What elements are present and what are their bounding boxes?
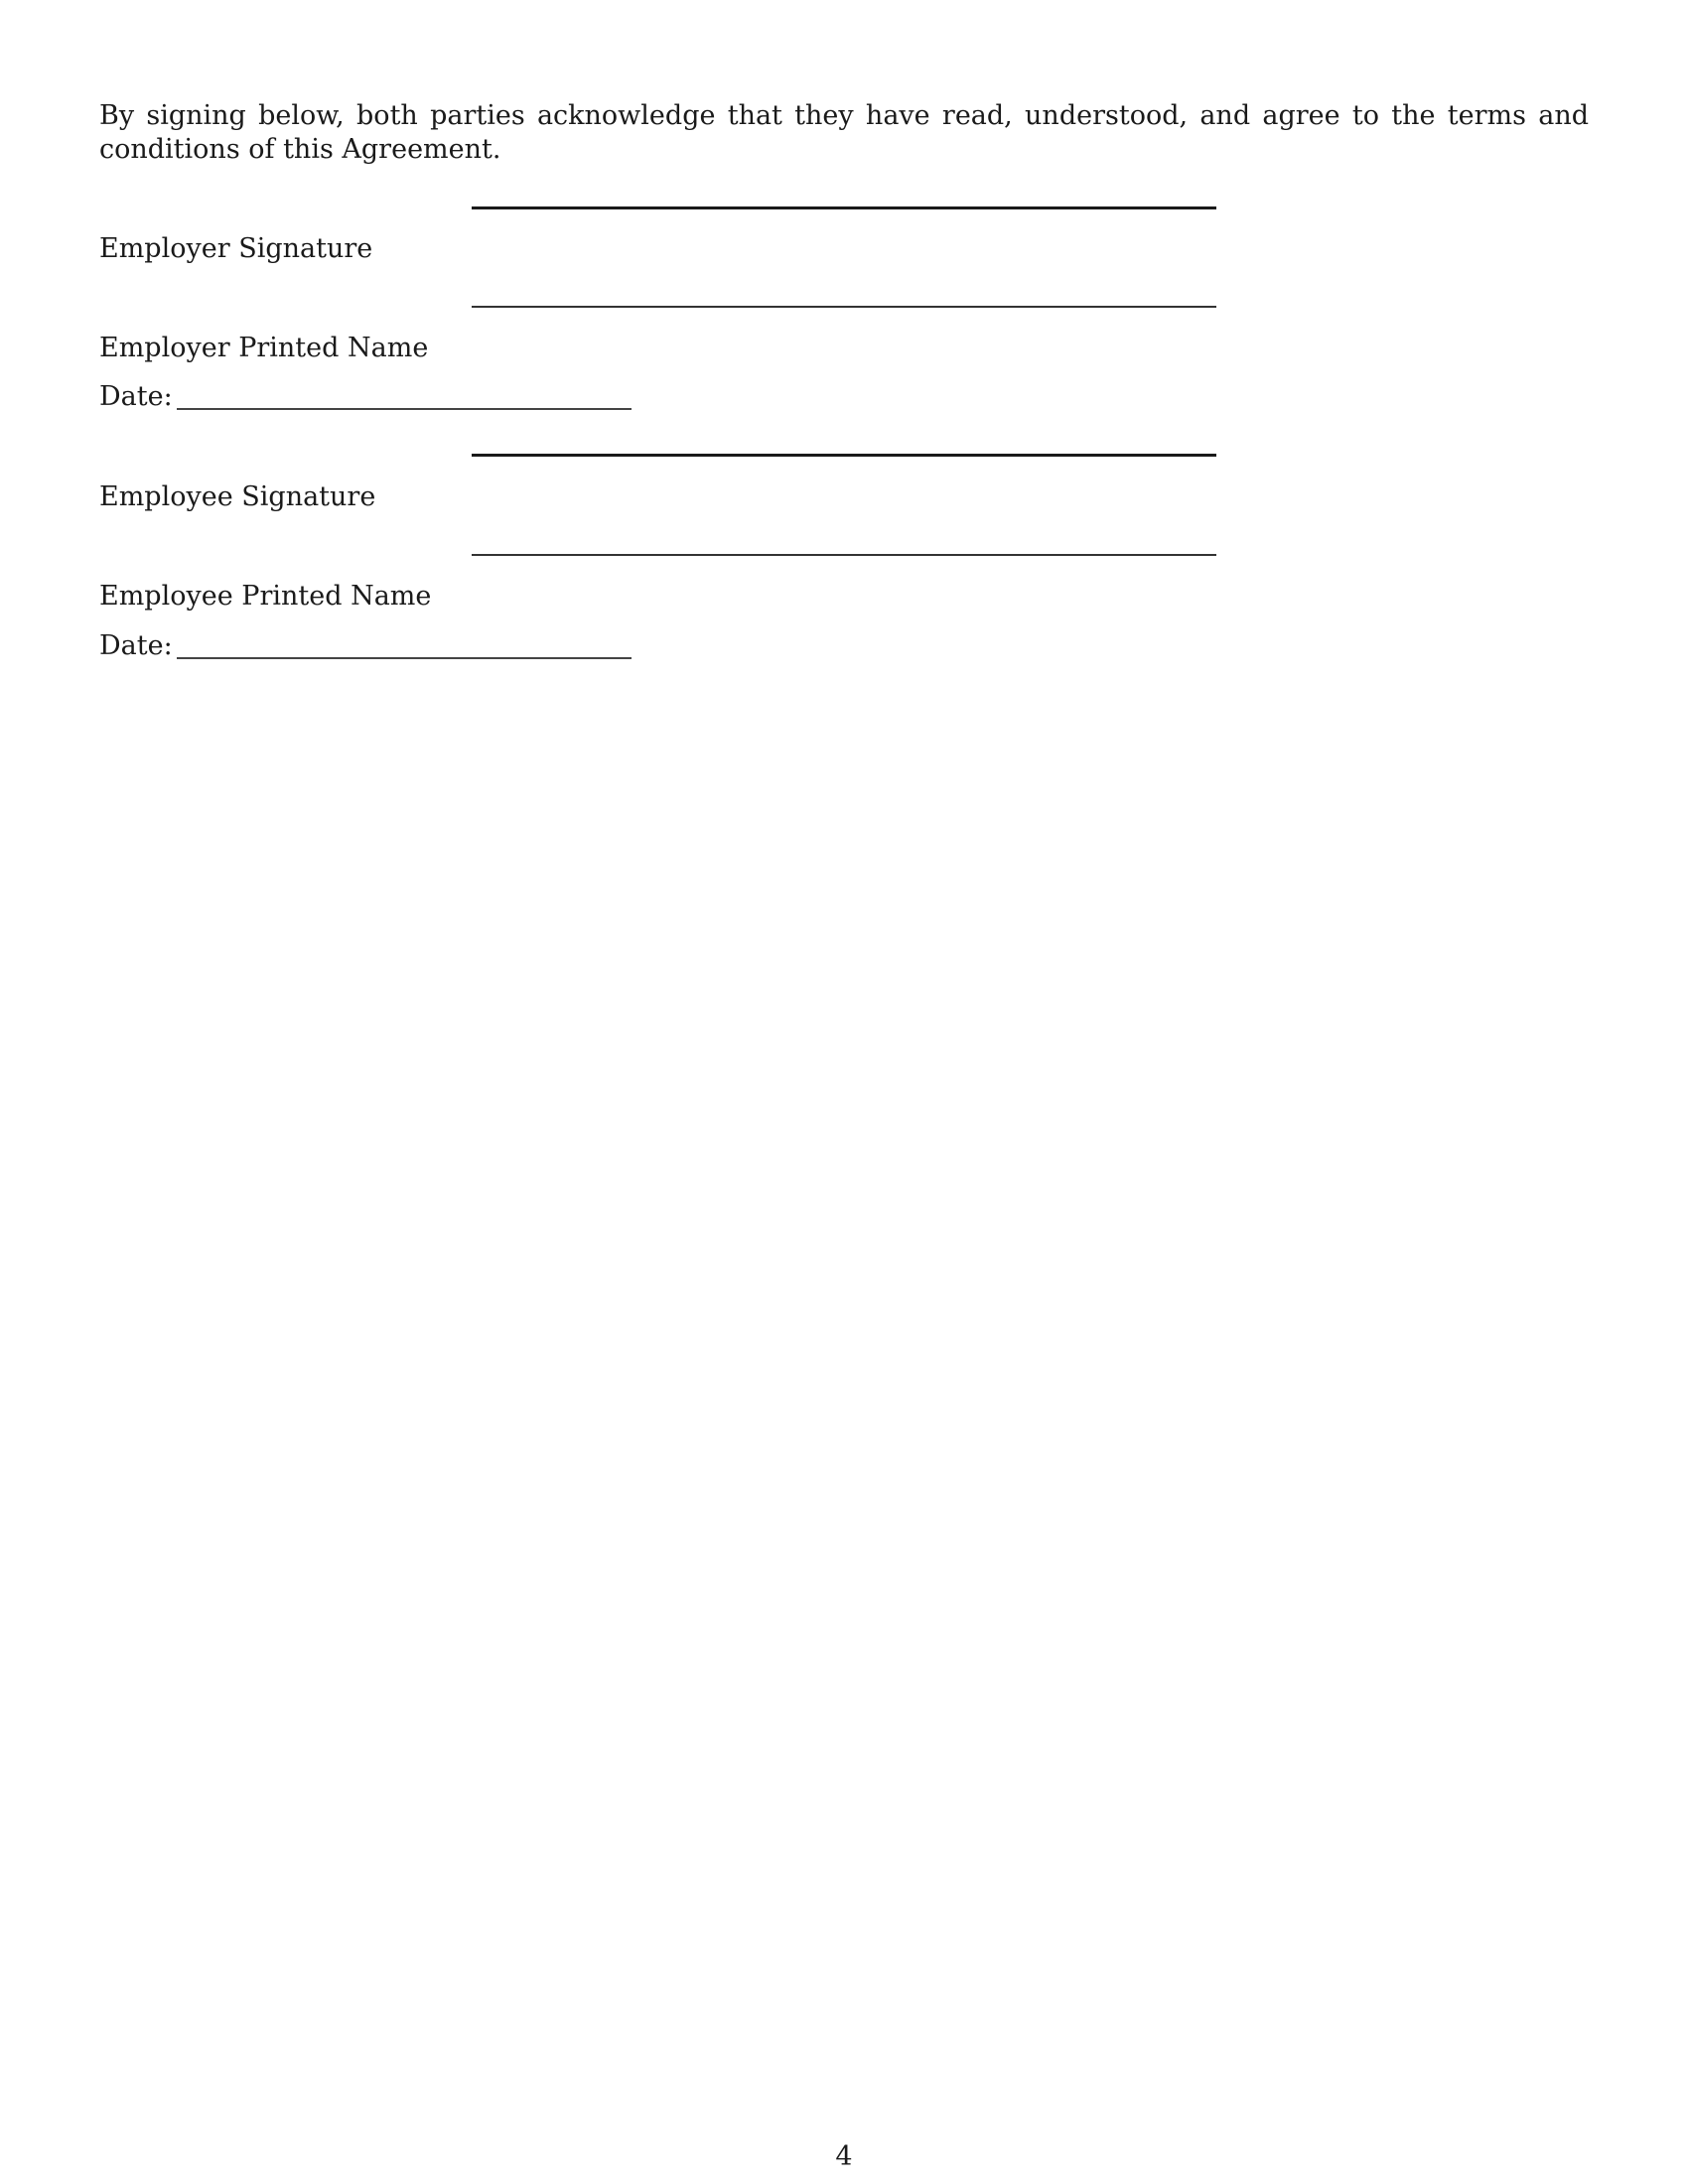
employee-printed-name-line — [472, 554, 1216, 556]
employer-printed-name-label: Employer Printed Name — [99, 333, 429, 363]
employer-signature-label: Employer Signature — [99, 233, 373, 264]
employee-signature-line — [472, 454, 1216, 457]
employee-date-line — [177, 657, 632, 659]
page-number: 4 — [835, 2141, 853, 2172]
acknowledgement-paragraph: By signing below, both parties acknowledge that they have read, understood, and agree to the terms and conditions of this Agreement. — [99, 100, 1589, 165]
employer-date-line — [177, 408, 632, 410]
employee-date-label: Date: — [99, 630, 173, 661]
employer-date-label: Date: — [99, 381, 173, 412]
employer-signature-line — [472, 206, 1216, 209]
employer-printed-name-line — [472, 306, 1216, 308]
employee-printed-name-label: Employee Printed Name — [99, 581, 432, 612]
employee-signature-label: Employee Signature — [99, 481, 376, 512]
